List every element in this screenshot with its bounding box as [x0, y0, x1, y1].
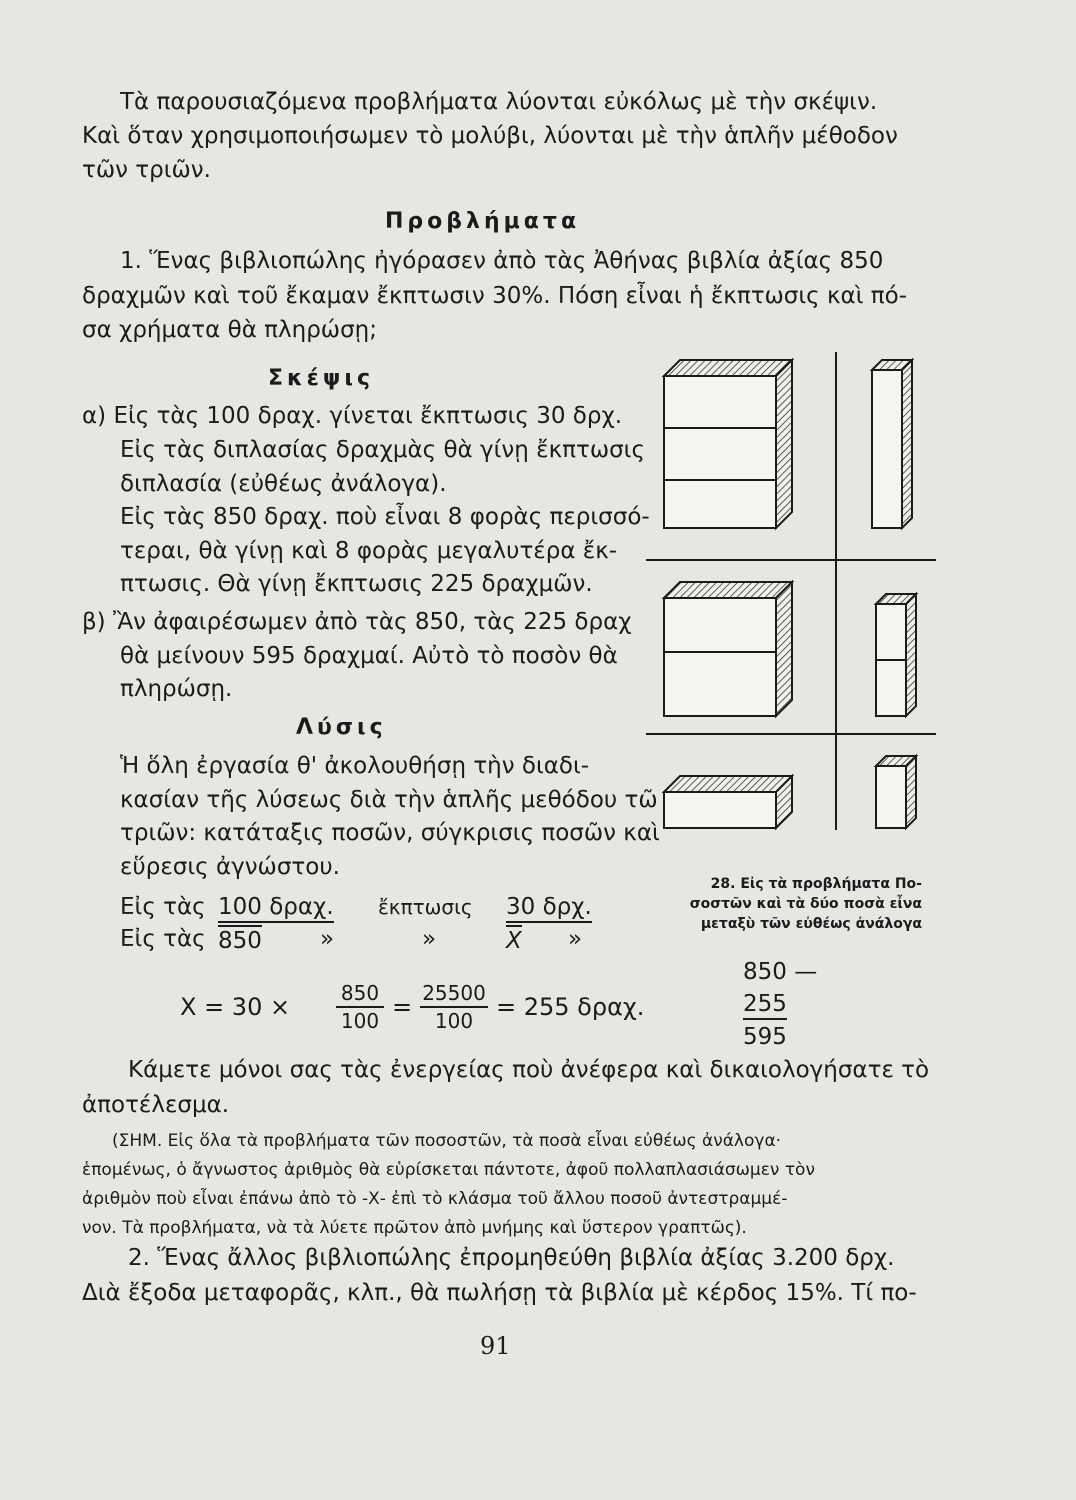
problem1-line-1: 1. Ἕνας βιβλιοπώλης ἠγόρασεν ἀπὸ τὰς Ἀθήνας βιβλία ἀξίας 850: [120, 248, 884, 274]
note-line-3: ἀριθμὸν ποὺ εἶναι ἐπάνω ἀπὸ τὸ -Χ- ἐπὶ τὸ κλάσμα τοῦ ἄλλου ποσοῦ ἀντεστραμμέ-: [82, 1189, 788, 1209]
problem2-line-2: Διὰ ἔξοδα μεταφορᾶς, κλπ., θὰ πωλήσῃ τὰ βιβλία μὲ κέρδος 15%. Τί πο-: [82, 1280, 917, 1306]
large-block-bottom: [664, 776, 792, 828]
thought-b-2: θὰ μείνουν 595 δραχμαί. Αὐτὸ τὸ ποσὸν θὰ: [120, 643, 618, 669]
solution-line-3: τριῶν: κατάταξις ποσῶν, σύγκρισις ποσῶν καὶ: [120, 820, 660, 846]
thought-a-3: διπλασία (εὐθέως ἀνάλογα).: [120, 471, 447, 497]
table-r2-ditto-2: »: [422, 926, 437, 952]
note-line-1: (ΣΗΜ. Εἰς ὅλα τὰ προβλήματα τῶν ποσοστῶν, τὰ ποσὰ εἶναι εὐθέως ἀνάλογα·: [112, 1131, 782, 1151]
figure-caption-line-3: μεταξὺ τῶν εὐθέως ἀνάλογα: [700, 916, 922, 932]
thought-a-6: πτωσις. Θὰ γίνῃ ἔκπτωσις 225 δραχμῶν.: [120, 571, 593, 597]
intro-line-3: τῶν τριῶν.: [82, 157, 211, 183]
solution-line-1: Ἡ ὅλη ἐργασία θ' ἀκολουθήσῃ τὴν διαδι-: [120, 753, 590, 779]
thought-a-4: Εἰς τὰς 850 δραχ. ποὺ εἶναι 8 φορὰς περισσό-: [120, 504, 650, 530]
equation-result: = 255 δραχ.: [496, 993, 645, 1021]
intro-line-1: Τὰ παρουσιαζόμενα προβλήματα λύονται εὐκόλως μὲ τὴν σκέψιν.: [120, 89, 878, 115]
table-r2-unknown: X: [506, 925, 522, 955]
large-block-middle: [664, 582, 792, 716]
thought-a-2: Εἰς τὰς διπλασίας δραχμὰς θὰ γίνῃ ἔκπτωσις: [120, 437, 645, 463]
equation-equals: =: [392, 993, 413, 1021]
note-line-2: ἑπομένως, ὁ ἄγνωστος ἀριθμὸς θὰ εὑρίσκεται πάντοτε, ἀφοῦ πολλαπλασιάσωμεν τὸν: [82, 1160, 815, 1180]
solution-line-4: εὕρεσις ἀγνώστου.: [120, 854, 340, 880]
problem1-line-2: δραχμῶν καὶ τοῦ ἔκαμαν ἔκπτωσιν 30%. Πόση εἶναι ἡ ἔκπτωσις καὶ πό-: [82, 283, 908, 309]
note-line-4: νον. Τὰ προβλήματα, νὰ τὰ λύετε πρῶτον ἀπὸ μνήμης καὶ ὕστερον γραπτῶς).: [82, 1218, 747, 1238]
heading-thought: Σκέψις: [268, 366, 374, 391]
table-r1-prefix: Εἰς τὰς: [120, 894, 206, 920]
subtraction-minuend: 850 —: [743, 959, 818, 985]
subtraction-difference: 595: [743, 1024, 787, 1050]
figure-caption-line-1: 28. Εἰς τὰ προβλήματα Πο-: [710, 876, 922, 892]
fraction-1-numerator: 850: [336, 980, 384, 1008]
heading-solution: Λύσις: [296, 715, 387, 740]
instruction-line-2: ἀποτέλεσμα.: [82, 1092, 230, 1118]
instruction-line-1: Κάμετε μόνοι σας τὰς ἐνεργείας ποὺ ἀνέφερα καὶ δικαιολογήσατε τὸ: [128, 1057, 930, 1083]
fraction-2-denominator: 100: [434, 1009, 474, 1033]
figure-caption-line-2: σοστῶν καὶ τὰ δύο ποσὰ εἶνα: [689, 896, 922, 912]
equation-lhs: X = 30 ×: [180, 993, 291, 1021]
table-r1-label: ἔκπτωσις: [378, 895, 473, 919]
problem1-line-3: σα χρήματα θὰ πληρώσῃ;: [82, 317, 377, 343]
fraction-1-denominator: 100: [340, 1009, 380, 1033]
table-r2-prefix: Εἰς τὰς: [120, 926, 206, 952]
table-r1-amount: 100 δραχ.: [218, 893, 334, 923]
small-block-middle: [876, 594, 916, 716]
table-r1-value: 30 δρχ.: [506, 893, 592, 923]
figure-caption: [642, 874, 922, 934]
heading-problems: Προβλήματα: [385, 209, 581, 234]
equation-fraction-1: [336, 980, 384, 1034]
page-number: 91: [480, 1332, 511, 1360]
thought-a-1: α) Εἰς τὰς 100 δραχ. γίνεται ἔκπτωσις 30 δρχ.: [82, 403, 623, 429]
thought-a-5: τεραι, θὰ γίνῃ καὶ 8 φορὰς μεγαλυτέρα ἔκ-: [120, 538, 618, 564]
subtraction-subtrahend: 255: [743, 990, 787, 1020]
proportion-figure: [640, 340, 940, 840]
small-block-bottom: [876, 756, 916, 828]
fraction-2-numerator: 25500: [420, 980, 488, 1008]
thought-b-1: β) Ἂν ἀφαιρέσωμεν ἀπὸ τὰς 850, τὰς 225 δραχ: [82, 609, 632, 635]
table-r2-ditto-3: »: [568, 926, 583, 952]
problem2-line-1: 2. Ἕνας ἄλλος βιβλιοπώλης ἐπρομηθεύθη βιβλία ἀξίας 3.200 δρχ.: [128, 1245, 895, 1271]
solution-line-2: κασίαν τῆς λύσεως διὰ τὴν ἁπλῆς μεθόδου τῶ: [120, 787, 658, 813]
table-r2-ditto-1: »: [320, 926, 335, 952]
thought-b-3: πληρώσῃ.: [120, 676, 233, 702]
equation-fraction-2: [420, 980, 488, 1034]
table-r2-amount: 850: [218, 925, 262, 955]
large-block-top: [664, 360, 792, 528]
small-block-top: [872, 360, 912, 528]
intro-line-2: Καὶ ὅταν χρησιμοποιήσωμεν τὸ μολύβι, λύονται μὲ τὴν ἁπλῆν μέθοδον: [82, 123, 898, 149]
